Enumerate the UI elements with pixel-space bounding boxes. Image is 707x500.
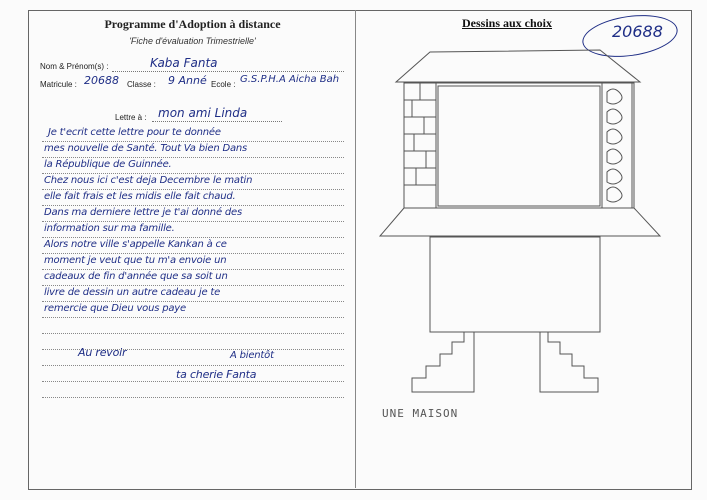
- name-label: Nom & Prénom(s) :: [40, 62, 109, 71]
- ecole-label: Ecole :: [211, 80, 236, 89]
- letter-line-9: moment je veut que tu m'a envoie un: [44, 255, 227, 266]
- ruled-line: [42, 141, 344, 142]
- ruled-line: [42, 365, 344, 366]
- lettre-label: Lettre à :: [115, 113, 147, 122]
- closing-au-revoir: Au revoir: [78, 346, 127, 359]
- letter-line-4: Chez nous ici c'est deja Decembre le matin: [44, 175, 253, 186]
- letter-line-10: cadeaux de fin d'année que sa soit un: [44, 271, 228, 282]
- ruled-line: [42, 397, 344, 398]
- program-title: Programme d'Adoption à distance: [104, 17, 281, 31]
- matricule-label: Matricule :: [40, 80, 77, 89]
- letter-line-1: Je t'ecrit cette lettre pour te donnée: [48, 127, 221, 138]
- ruled-line: [42, 381, 344, 382]
- letter-line-5: elle fait frais et les midis elle fait chaud.: [44, 191, 236, 202]
- classe-value: 9 Anné: [168, 74, 207, 87]
- ruled-line: [42, 189, 344, 190]
- drawing-caption: UNE MAISON: [382, 407, 459, 420]
- ruled-line: [42, 317, 344, 318]
- ruled-line: [42, 285, 344, 286]
- lettre-value: mon ami Linda: [158, 106, 248, 120]
- closing-a-bientot: A bientôt: [230, 350, 274, 361]
- letter-line-3: la République de Guinnée.: [44, 159, 172, 170]
- letter-line-11: livre de dessin un autre cadeau je te: [44, 287, 221, 298]
- lettre-dotline: [152, 121, 282, 122]
- classe-label: Classe :: [127, 80, 156, 89]
- name-value: Kaba Fanta: [150, 56, 218, 70]
- drawing-title: Dessins aux choix: [462, 16, 553, 30]
- letter-line-12: remercie que Dieu vous paye: [44, 303, 186, 314]
- name-dotline: [112, 71, 344, 72]
- id-stamp-number: 20688: [612, 22, 663, 41]
- ruled-line: [42, 269, 344, 270]
- ecole-value: G.S.P.H.A Aicha Bah: [240, 74, 340, 85]
- ruled-line: [42, 301, 344, 302]
- ruled-line: [42, 221, 344, 222]
- letter-line-7: information sur ma famille.: [44, 223, 175, 234]
- ruled-line: [42, 253, 344, 254]
- ruled-line: [42, 173, 344, 174]
- letter-line-6: Dans ma derniere lettre je t'ai donné des: [44, 207, 242, 218]
- form-subtitle: 'Fiche d'évaluation Trimestrielle': [129, 36, 256, 46]
- ruled-line: [42, 237, 344, 238]
- ruled-line: [42, 333, 344, 334]
- letter-line-8: Alors notre ville s'appelle Kankan à ce: [44, 239, 227, 250]
- center-divider: [355, 10, 356, 488]
- ruled-line: [42, 205, 344, 206]
- letter-line-2: mes nouvelle de Santé. Tout Va bien Dans: [44, 143, 248, 154]
- signature: ta cherie Fanta: [176, 368, 257, 381]
- ruled-line: [42, 157, 344, 158]
- matricule-value: 20688: [84, 74, 119, 87]
